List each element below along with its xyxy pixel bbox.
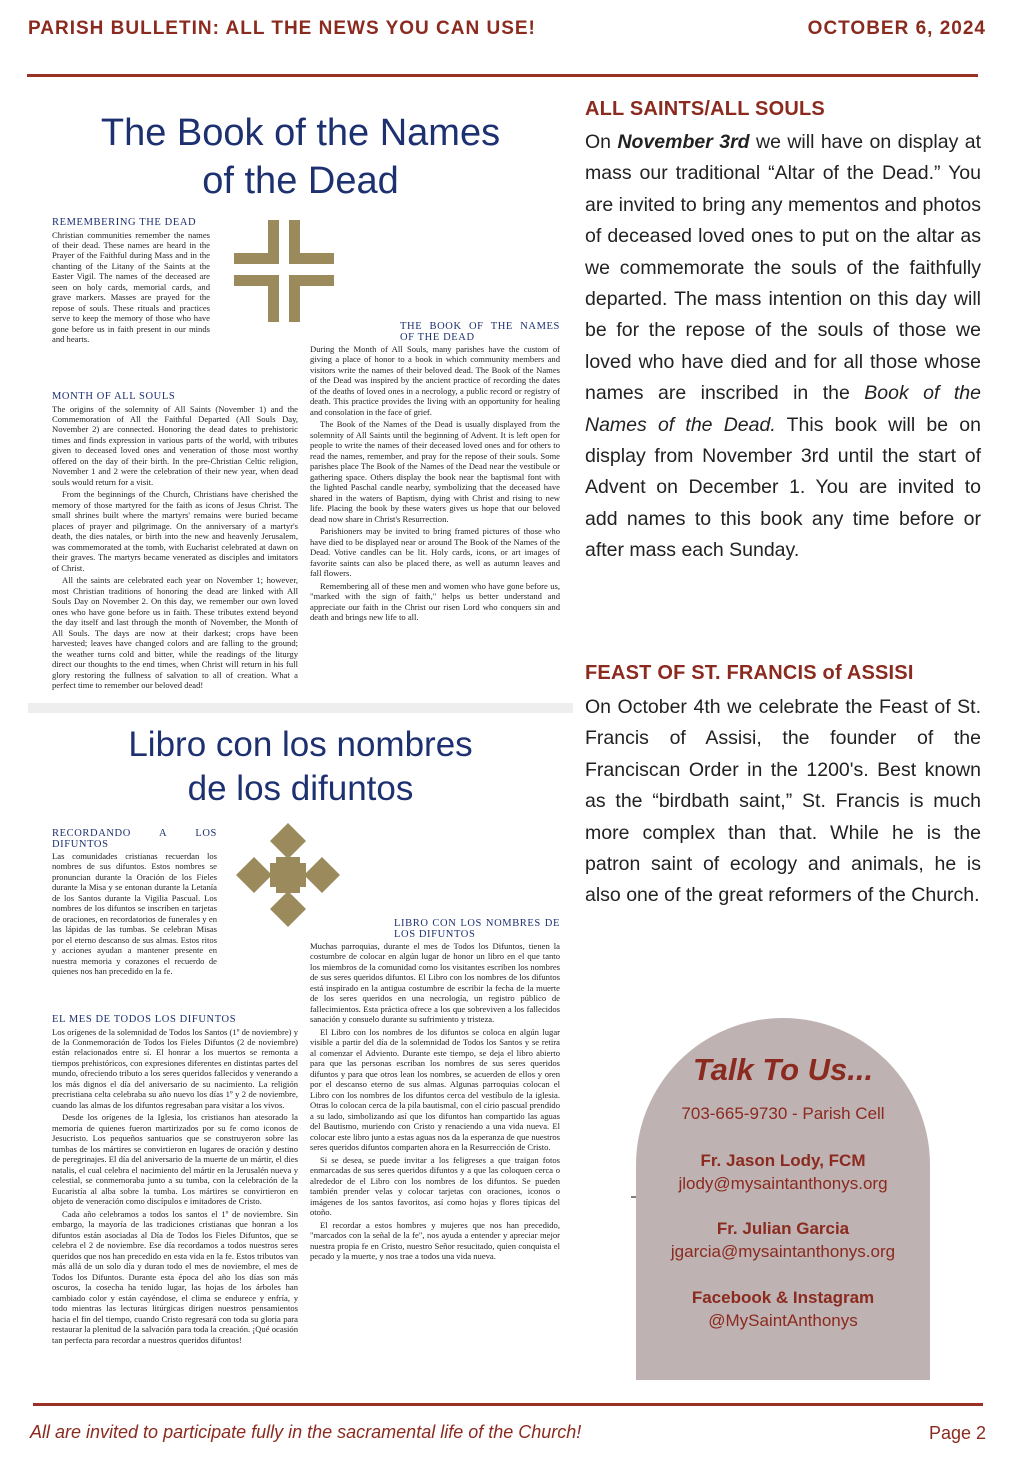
insert-divider (28, 703, 573, 713)
all-saints-heading: ALL SAINTS/ALL SOULS (585, 98, 825, 120)
insert-es-para: Si se desea, se puede invitar a los feligreses a que traigan fotos enmarcadas de sus seres queridos difuntos y a que las coloquen cerca o alrededor de el Libro con los nombres de los difuntos. Se pueden también prender velas y colocar tarjetas con oraciones, iconos o imágenes de los santos favoritos, así como hojas y flores típicas del otoño. (310, 1154, 560, 1218)
insert-en-col-b (52, 392, 298, 693)
insert-es-heading-book: LIBRO CON LOS NOMBRES DE LOS DIFUNTOS (394, 918, 560, 940)
insert-en-para: All the saints are celebrated each year on November 1; however, most Christian traditions of honoring the dead are linked with All Souls Day on November 2. On this day, we remember our own loved ones who have gone before us in faith. These tributes extend beyond the day itself and last through the month of November, the Month of All Souls. The days are now at their darkest; crops have been harvested; leaves have changed colors and are falling to the ground; the weather turns cold and bitter, while the readings of the liturgy direct our thoughts to the end times, when Christ will return in his full glory restoring the fullness of salvation to all of creation. What a perfect time to remember our beloved dead! (52, 575, 298, 691)
contact-phone: 703-665-9730 - Parish Cell (681, 1104, 885, 1123)
insert-en-title (28, 110, 573, 205)
st-francis-heading: FEAST OF ST. FRANCIS of ASSISI (585, 662, 914, 684)
decorative-dash (631, 1196, 636, 1198)
footer-rule (33, 1403, 983, 1406)
contact-name-1: Fr. Jason Lody, FCM (700, 1151, 866, 1170)
footer-tagline: All are invited to participate fully in the sacramental life of the Church! (30, 1422, 582, 1442)
insert-english (28, 100, 573, 705)
all-saints-body2: This book will be on display from November 3rd until the start of Advent on December 1. You are invited to add names to this book any time before or after mass each Sunday. (585, 413, 981, 562)
insert-en-heading-month: MONTH OF ALL SOULS (52, 391, 176, 402)
contact-email-2[interactable]: jgarcia@mysaintanthonys.org (670, 1242, 896, 1261)
insert-en-heading-book: THE BOOK OF THE NAMES OF THE DEAD (400, 321, 560, 343)
insert-es-para: Muchas parroquias, durante el mes de Todos los Difuntos, tienen la costumbre de colocar en algún lugar de honor un libro en el que tanto los miembros de la comunidad como los visitantes escriben los nombres de sus seres queridos difuntos. El Libro con los nombres de los difuntos está inspirado en la antigua costumbre de escribir la fecha de la muerte de los seres queridos en una necrología, un registro público de fallecimientos. Esta práctica ofrece a los que sobreviven a los fallecidos sanación y consuelo durante su sufrimiento y tristeza. (310, 941, 560, 1025)
insert-spanish (28, 713, 573, 1385)
bulletin-title: PARISH BULLETIN: ALL THE NEWS YOU CAN USE! (28, 18, 536, 39)
insert-en-col-a (52, 218, 210, 347)
header-rule (27, 74, 978, 77)
contact-name-2: Fr. Julian Garcia (716, 1219, 850, 1238)
insert-en-heading-remember: REMEMBERING THE DEAD (52, 217, 197, 228)
insert-en-para: Christian communities remember the names of their dead. These names are heard in the Prayer of the Faithful during Mass and in the chanting of the Litany of the Saints at the Easter Vigil. The names of the deceased are seen on holy cards, memorial cards, and grave markers. Masses are prayed for the repose of souls. These rituals and practices serve to keep the memory of those who have gone before us in faith present in our minds and hearts. (52, 229, 210, 345)
insert-es-heading-remember: RECORDANDO A LOS DIFUNTOS (52, 828, 217, 850)
contact-email-1[interactable]: jlody@mysaintanthonys.org (678, 1174, 888, 1193)
all-saints-pre: On (585, 131, 618, 153)
insert-es-title-line1: Libro con los nombres (128, 725, 473, 764)
insert-en-para: From the beginnings of the Church, Christians have cherished the memory of those martyred for the faith as icons of Jesus Christ. The small shrines built where the martyrs' remains were buried became places of prayer and pilgrimage. On the anniversary of a martyr's death, the dies natales, or birth into the new and heavenly Jerusalem, was commemorated at the tomb, with Eucharist celebrated at dawn on their graves. The martyrs became venerated as disciples and imitators of Christ. (52, 489, 298, 573)
insert-en-para: During the Month of All Souls, many parishes have the custom of giving a place of honor to a book in which community members and visitors write the names of their beloved dead. The Book of the Names of the Dead was inspired by the ancient practice of recording the dates of the deaths of loved ones in a necrology, a public record or registry of death. This practice provides the living with an opportunity for healing and consolation in the face of grief. (310, 344, 560, 417)
page-number: Page 2 (928, 1423, 986, 1443)
insert-en-col-c (310, 218, 560, 625)
all-saints-date: November 3rd (617, 131, 750, 153)
insert-en-title-line1: The Book of the Names (100, 112, 501, 154)
contact-title: Talk To Us... (692, 1052, 874, 1087)
insert-en-title-line2: of the Dead (202, 159, 399, 202)
all-saints-text (585, 127, 981, 567)
insert-es-col-c (310, 823, 560, 1264)
all-saints-body1: we will have on display at mass our traditional “Altar of the Dead.” You are invited to bring any mementos and photos of deceased loved ones to put on the altar as we commemorate the souls of the faithfully departed. The mass intention on this day will be for the repose of the souls of those we loved who have died and for all those whose names are inscribed in the (585, 131, 982, 405)
insert-es-para: Desde los orígenes de la Iglesia, los cristianos han atesorado la memoria de quienes fueron martirizados por su fe como iconos de Jesucristo. Los pequeños santuarios que se construyeron sobre las tumbas de los mártires se convirtieron en lugares de oración y destino de peregrinajes. El día del aniversario de la muerte de un mártir, el dies natalis, el cual celebra el nacimiento del mártir en la Jerusalén nueva y celestial, se conmemoraba junto a su tumba, con la celebración de la Eucaristía al alba sobre la tumba. Los mártires se convirtieron en objeto de veneración como discípulos e imitadores de Cristo. (52, 1112, 298, 1207)
st-francis-text: On October 4th we celebrate the Feast of St. Francis of Assisi, the founder of the Franciscan Order in the 1200's. Best known as the “birdbath saint,” St. Francis is much more complex than that. While he is the patron saint of ecology and animals, he is also one of the great reformers of the Church. (585, 696, 981, 907)
insert-es-title (28, 723, 573, 811)
bulletin-date: OCTOBER 6, 2024 (807, 18, 986, 39)
contact-social-label: Facebook & Instagram (691, 1288, 875, 1307)
insert-es-para: Las comunidades cristianas recuerdan los nombres de sus difuntos. Estos nombres se pronuncian durante la Oración de los Fieles durante la Misa y se entonan durante la Letanía de los Santos durante la Vigilia Pascual. Los nombres de los difuntos se inscriben en tarjetas de oraciones, en recordatorios de funerales y en las lápidas de las tumbas. Se celebran Misas por el eterno descanso de sus almas. Estos ritos y acciones ayudan a mantener presente en nuestra memoria y corazones el recuerdo de quienes nos han precedido en la fe. (52, 851, 217, 977)
contact-box (636, 1018, 930, 1380)
insert-es-heading-month: EL MES DE TODOS LOS DIFUNTOS (52, 1014, 237, 1025)
all-saints-book-title: Book of the Names of the Dead. (585, 382, 981, 436)
insert-en-para: Remembering all of these men and women who have gone before us, "marked with the sign of faith," helps us better understand and appreciate our faith in the Christ our risen Lord who conquers sin and death and brings new life to all. (310, 580, 560, 623)
insert-es-para: Los orígenes de la solemnidad de Todos los Santos (1º de noviembre) y de la Conmemoración de Todos los Fieles Difuntos (2 de noviembre) están relacionados entre sí. El honrar a los muertos se remonta a tiempos prehistóricos, con expresiones diferentes en distintas partes del mundo, ofreciendo tributo a los seres queridos fallecidos y venerando a los más dignos el día del aniversario de su nacimiento. La religión precristiana celta celebraba su año nuevo los días 1º y 2 de noviembre, cuando las almas de los difuntos regresaban para visitar a los vivos. (52, 1026, 298, 1110)
contact-social-handle[interactable]: @MySaintAnthonys (708, 1311, 858, 1330)
insert-es-col-b (52, 1015, 298, 1347)
insert-es-para: Cada año celebramos a todos los santos el 1º de noviembre. Sin embargo, la mayoría de las tradiciones cristianas que honran a los difuntos están asociadas al Día de Todos los Fieles Difuntos, que se celebra el 2 de noviembre. Ese día recordamos a todos nuestros seres queridos que nos han precedido en esta vida en la fe. Estos tributos van más allá de un solo día y duran todo el mes de noviembre, el mes de Todos los Difuntos. Durante esta época del año los días son más oscuros, la cosecha ha tenido lugar, las hojas de los árboles han cambiado color y están cayéndose, el clima se endurece y enfría, y todo mientras las lecturas litúrgicas dirigen nuestros pensamientos hacia el fin del tiempo, cuando Cristo regresará con toda su gloria para restaurar la plenitud de la salvación para toda la creación. ¡Qué ocasión tan perfecta para recordar a nuestros queridos difuntos! (52, 1208, 298, 1345)
insert-es-para: El recordar a estos hombres y mujeres que nos han precedido, "marcados con la señal de la fe", nos ayuda a entender y apreciar mejor nuestra propia fe en Cristo, nuestro Señor resucitado, quien conquista el pecado y la muerte, y nos trae a todos una vida nueva. (310, 1219, 560, 1262)
insert-en-para: The origins of the solemnity of All Saints (November 1) and the Commemoration of All the Faithful Departed (All Souls Day, November 2) are connected. Honoring the dead dates to prehistoric times and finds expression in various parts of the world, with tributes given to deceased loved ones and veneration of those most worthy offered on the day of their birth. In the pre-Christian Celtic religion, November 1 and 2 were the celebration of their new year, when dead souls would return for a visit. (52, 403, 298, 487)
insert-en-para: Parishioners may be invited to bring framed pictures of those who have died to be displayed near or around The Book of the Names of the Dead. Votive candles can be lit. Holy cards, icons, or art images of favorite saints can also be placed there, as well as autumn leaves and fall flowers. (310, 526, 560, 579)
insert-es-title-line2: de los difuntos (187, 768, 414, 808)
insert-en-para: The Book of the Names of the Dead is usually displayed from the solemnity of All Saints until the beginning of Advent. It is left open for people to write the names of their deceased loved ones and for others to read the names, remember, and pray for the repose of their souls. Some parishes place The Book of the Names of the Dead near the vestibule or gathering space. Others display the book near the baptismal font with the lighted Paschal candle nearby, symbolizing that the deceased have shared in the waters of Baptism, dying with Christ and rising to new life. Placing the book by these waters gives us hope that our beloved dead now share in Christ's Resurrection. (310, 419, 560, 524)
insert-es-para: El Libro con los nombres de los difuntos se coloca en algún lugar visible a partir del día de la solemnidad de Todos los Santos y se retira al comenzar el Adviento. Durante este tiempo, se deja el libro abierto para que las personas escriban los nombres de sus seres queridos difuntos y para que otros lean los nombres, se acuerden de ellos y oren por el descanso eterno de sus almas. Algunas parroquias colocan el Libro con los nombres de los difuntos cerca del vestíbulo de la iglesia. Otras lo colocan cerca de la pila bautismal, con el cirio pascual prendido a su lado, simbolizando así que los difuntos han compartido las aguas del Bautismo, muriendo con Cristo y renaciendo a una vida nueva. El colocar este libro junto a estas aguas nos da la esperanza de que nuestros seres queridos difuntos comparten ahora en la Resurrección de Cristo. (310, 1026, 560, 1153)
insert-es-col-a (52, 829, 217, 979)
